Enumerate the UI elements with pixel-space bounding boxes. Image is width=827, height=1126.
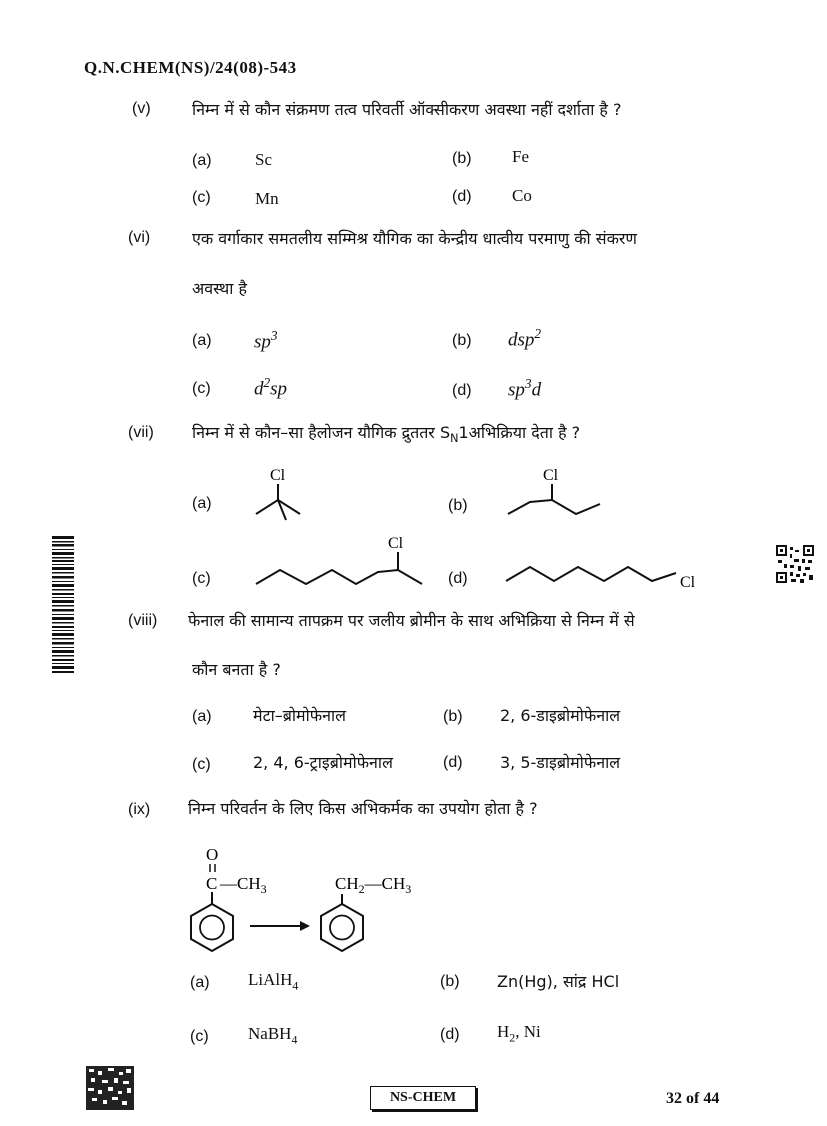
qr-code-icon	[776, 545, 814, 583]
option-label-v-b: (b)	[452, 150, 472, 167]
primary-alkyl-chloride-structure	[500, 545, 710, 595]
tert-alkyl-chloride-structure	[240, 462, 310, 524]
question-text-vii: निम्न में से कौन–सा हैलोजन यौगिक द्रुततर $S_N1अभिक्रिया$ देता है ?	[192, 423, 581, 446]
option-label-vii-c: (c)	[192, 570, 211, 587]
option-label-v-c: (c)	[192, 189, 211, 206]
option-label-vii-a: (a)	[192, 495, 212, 512]
option-label-vi-c: (c)	[192, 380, 211, 397]
option-label-viii-a: (a)	[192, 708, 212, 725]
option-value-v-a: Sc	[255, 150, 272, 169]
chlorine-label: Cl	[388, 535, 404, 552]
option-label-viii-d: (d)	[443, 754, 463, 771]
option-label-ix-c: (c)	[190, 1028, 209, 1045]
option-label-vi-b: (b)	[452, 332, 472, 349]
carbon-label: C	[206, 874, 218, 893]
question-text-vi-line2: अवस्था है	[192, 279, 247, 298]
methyl-label: $—CH_3$	[220, 874, 267, 896]
option-label-vi-a: (a)	[192, 332, 212, 349]
benzene-ring-icon	[321, 904, 363, 951]
option-value-viii-b: 2, 6-डाइब्रोमोफेनाल	[500, 706, 621, 725]
option-value-v-b: Fe	[512, 147, 529, 166]
option-label-ix-b: (b)	[440, 973, 460, 990]
question-text-viii-line1: फेनाल की सामान्य तापक्रम पर जलीय ब्रोमीन के साथ अभिक्रिया से निम्न में से	[188, 611, 635, 630]
option-value-viii-d: 3, 5-डाइब्रोमोफेनाल	[500, 753, 621, 772]
question-number-viii: (viii)	[128, 612, 158, 629]
option-value-ix-b: Zn(Hg), सांद्र HCl	[497, 972, 620, 991]
acetophenone-to-ethylbenzene-reaction	[180, 840, 470, 955]
question-text-ix: निम्न परिवर्तन के लिए किस अभिकर्मक का उपयोग होता है ?	[188, 799, 538, 818]
option-value-vi-c: $d^2sp$	[254, 375, 288, 400]
option-value-viii-c: 2, 4, 6-ट्राइब्रोमोफेनाल	[253, 753, 393, 772]
option-label-viii-b: (b)	[443, 708, 463, 725]
question-text-v: निम्न में से कौन संक्रमण तत्व परिवर्ती ऑक्सीकरण अवस्था नहीं दर्शाता है ?	[192, 100, 622, 119]
option-label-v-a: (a)	[192, 152, 212, 169]
question-number-vii: (vii)	[128, 424, 154, 441]
footer-subject-code: NS-CHEM	[370, 1086, 476, 1110]
paper-code: Q.N.CHEM(NS)/24(08)-543	[84, 58, 297, 77]
option-label-ix-a: (a)	[190, 974, 210, 991]
option-label-vii-d: (d)	[448, 570, 468, 587]
option-label-vi-d: (d)	[452, 382, 472, 399]
question-number-vi: (vi)	[128, 229, 151, 246]
option-value-ix-c: NaBH$_4$	[248, 1024, 298, 1047]
chlorine-label: Cl	[680, 574, 696, 591]
question-text-viii-line2: कौन बनता है ?	[192, 660, 281, 679]
sec-alkyl-chloride-structure	[500, 462, 610, 524]
option-value-vi-d: $sp^3d$	[508, 376, 542, 401]
page-number: 32 of 44	[666, 1090, 720, 1107]
option-label-ix-d: (d)	[440, 1026, 460, 1043]
oxygen-label: O	[206, 845, 219, 864]
option-value-viii-a: मेटा–ब्रोमोफेनाल	[253, 706, 346, 725]
option-value-vi-b: dsp$^2$	[508, 326, 542, 351]
barcode-icon	[52, 536, 74, 674]
question-text-vi-line1: एक वर्गाकार समतलीय सम्मिश्र यौगिक का केन्द्रीय धात्वीय परमाणु की संकरण	[192, 229, 637, 248]
option-label-v-d: (d)	[452, 188, 472, 205]
ethyl-label: $CH_2—CH_3$	[335, 874, 412, 896]
option-label-vii-b: (b)	[448, 497, 468, 514]
benzene-ring-icon	[191, 904, 233, 951]
option-value-vi-a: $sp^3$	[254, 328, 278, 353]
chlorine-label: Cl	[270, 467, 286, 484]
option-value-ix-d: $H_2$, Ni	[497, 1022, 541, 1045]
question-number-v: (v)	[132, 100, 151, 117]
security-pattern-icon	[86, 1066, 134, 1110]
option-label-viii-c: (c)	[192, 756, 211, 773]
option-value-v-d: Co	[512, 186, 532, 205]
option-value-ix-a: LiAlH$_4$	[248, 970, 299, 993]
chlorine-label: Cl	[543, 467, 559, 484]
option-value-v-c: Mn	[255, 189, 279, 208]
question-number-ix: (ix)	[128, 801, 151, 818]
chloro-alkane-chain-structure	[250, 532, 440, 594]
